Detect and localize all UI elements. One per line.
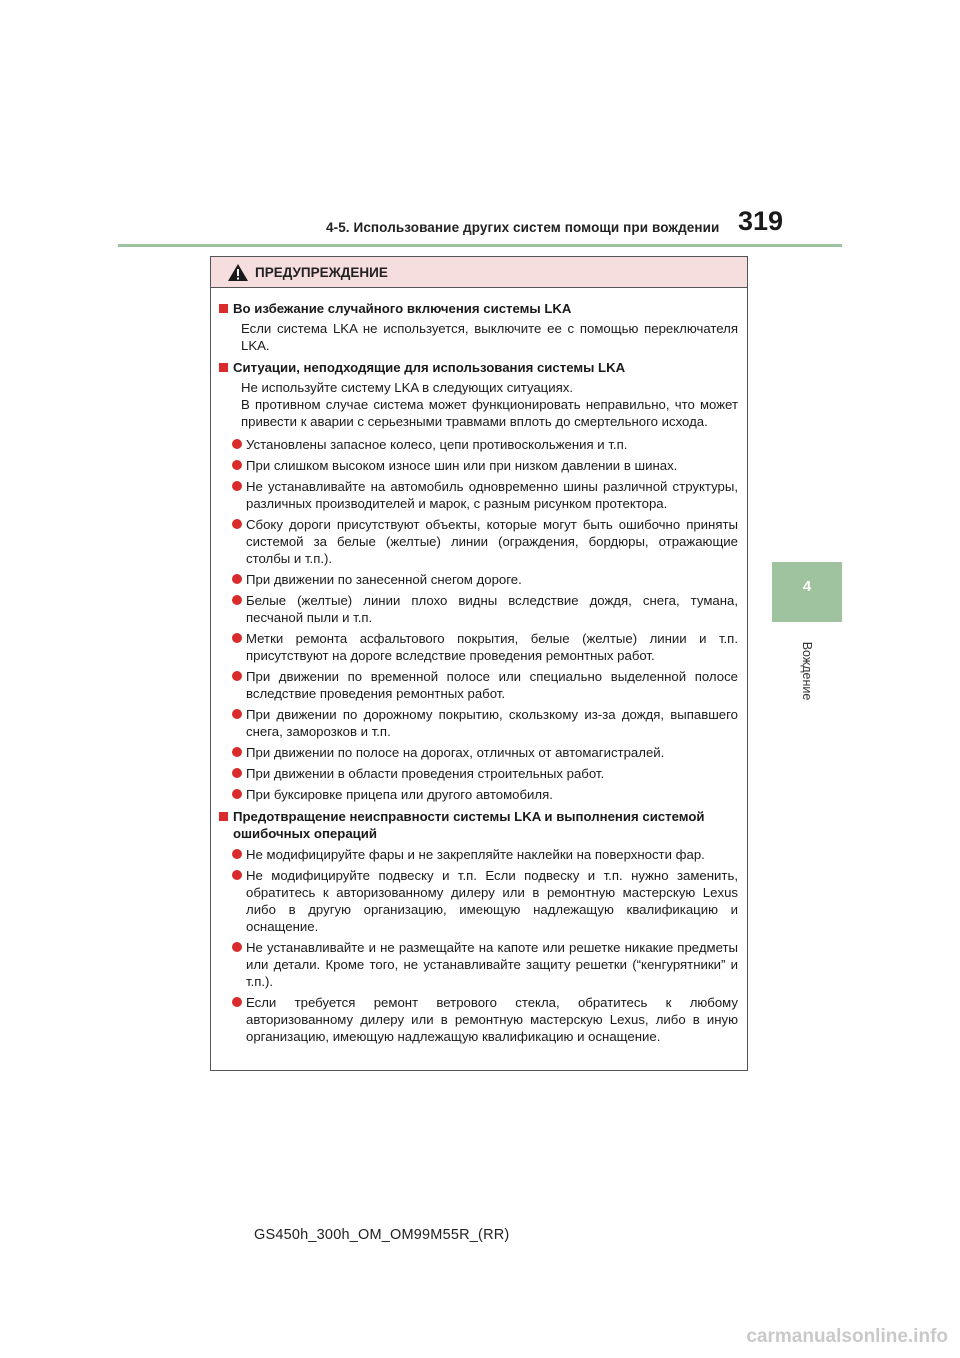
list-item-text: Не модифицируйте фары и не закрепляйте наклейки на поверхности фар. — [246, 847, 705, 862]
list-item-text: Если требуется ремонт ветрового стекла, обратитесь к любому авторизованному дилеру или в ремонтную мастерскую Lexus, либо в иную организацию, имеющую надлежащую квалификацию и оснащение. — [246, 995, 738, 1044]
round-bullet-icon — [232, 671, 242, 681]
page-number: 319 — [738, 206, 784, 236]
list-item — [219, 744, 738, 761]
list-item-text: При движении по полосе на дорогах, отличных от автомагистралей. — [246, 745, 665, 760]
round-bullet-icon — [232, 460, 242, 470]
list-item — [219, 668, 738, 702]
round-bullet-icon — [232, 849, 242, 859]
paragraph: Если система LKA не используется, выключите ее с помощью переключателя LKA. — [241, 321, 738, 353]
list-item-text: Метки ремонта асфальтового покрытия, белые (желтые) линии и т.п. присутствуют на дороге вследствие проведения ремонтных работ. — [246, 631, 738, 663]
warning-body — [211, 288, 747, 1045]
list-item — [219, 478, 738, 512]
round-bullet-icon — [232, 768, 242, 778]
list-item — [219, 765, 738, 782]
watermark: carmanualsonline.info — [746, 1326, 948, 1347]
list-item — [219, 436, 738, 453]
round-bullet-icon — [232, 747, 242, 757]
section-heading — [219, 300, 738, 317]
warning-title: ПРЕДУПРЕЖДЕНИЕ — [255, 264, 388, 280]
warning-header — [211, 257, 747, 288]
round-bullet-icon — [232, 709, 242, 719]
list-item-text: Белые (желтые) линии плохо видны вследствие дождя, снега, тумана, песчаной пыли и т.п. — [246, 593, 738, 625]
square-bullet-icon — [219, 812, 228, 821]
round-bullet-icon — [232, 789, 242, 799]
header-rule — [118, 244, 842, 247]
round-bullet-icon — [232, 997, 242, 1007]
list-item — [219, 786, 738, 803]
list-item — [219, 994, 738, 1045]
list-item — [219, 939, 738, 990]
list-item-text: Сбоку дороги присутствуют объекты, которые могут быть ошибочно приняты системой за белые (желтые) линии (ограждения, бордюры, отражающие столбы и т.п.). — [246, 517, 738, 566]
list-item — [219, 867, 738, 935]
list-item — [219, 516, 738, 567]
round-bullet-icon — [232, 595, 242, 605]
round-bullet-icon — [232, 481, 242, 491]
list-item — [219, 592, 738, 626]
square-bullet-icon — [219, 304, 228, 313]
list-item-text: Не устанавливайте и не размещайте на капоте или решетке никакие предметы или детали. Кроме того, не устанавливайте защиту решетки (“кенгурятники” и т.п.). — [246, 940, 738, 989]
list-item-text: При движении по занесенной снегом дороге. — [246, 572, 522, 587]
list-item-text: При движении по временной полосе или специально выделенной полосе вследствие проведения ремонтных работ. — [246, 669, 738, 701]
list-item-text: Не модифицируйте подвеску и т.п. Если подвеску и т.п. нужно заменить, обратитесь к авторизованному дилеру или в ремонтную мастерскую Lexus либо в другую организацию, имеющую надлежащую квалификацию и оснащение. — [246, 868, 738, 934]
section-heading — [219, 359, 738, 376]
chapter-tab-label: Вождение — [800, 641, 814, 701]
list-item — [219, 457, 738, 474]
round-bullet-icon — [232, 633, 242, 643]
list-item-text: Установлены запасное колесо, цепи противоскольжения и т.п. — [246, 437, 628, 452]
chapter-tab — [772, 562, 842, 622]
round-bullet-icon — [232, 574, 242, 584]
list-item-text: Не устанавливайте на автомобиль одновременно шины различной структуры, различных производителей и марок, с разным рисунком протектора. — [246, 479, 738, 511]
section-heading — [219, 808, 738, 842]
chapter-tab-number: 4 — [802, 578, 812, 595]
list-item-text: При буксировке прицепа или другого автомобиля. — [246, 787, 553, 802]
round-bullet-icon — [232, 870, 242, 880]
section-title: 4-5. Использование других систем помощи при вождении — [326, 220, 720, 235]
section-heading-text: Ситуации, неподходящие для использования системы LKA — [233, 360, 626, 375]
list-item — [219, 706, 738, 740]
round-bullet-icon — [232, 439, 242, 449]
round-bullet-icon — [232, 942, 242, 952]
list-item — [219, 630, 738, 664]
list-item — [219, 571, 738, 588]
section-heading-text: Предотвращение неисправности системы LKA и выполнения системой ошибочных операций — [233, 809, 705, 841]
square-bullet-icon — [219, 363, 228, 372]
section-heading-text: Во избежание случайного включения системы LKA — [233, 301, 572, 316]
round-bullet-icon — [232, 519, 242, 529]
list-item — [219, 846, 738, 863]
list-item-text: При слишком высоком износе шин или при низком давлении в шинах. — [246, 458, 678, 473]
warning-triangle-icon — [227, 263, 249, 282]
warning-box — [210, 256, 748, 1071]
list-item-text: При движении по дорожному покрытию, скользкому из-за дождя, выпавшего снега, заморозков и т.п. — [246, 707, 738, 739]
footer-code: GS450h_300h_OM_OM99M55R_(RR) — [254, 1227, 510, 1243]
paragraph: Не используйте систему LKA в следующих ситуациях. — [241, 380, 573, 395]
paragraph: В противном случае система может функционировать неправильно, что может привести к аварии с серьезными травмами вплоть до смертельного исхода. — [241, 397, 738, 429]
list-item-text: При движении в области проведения строительных работ. — [246, 766, 605, 781]
